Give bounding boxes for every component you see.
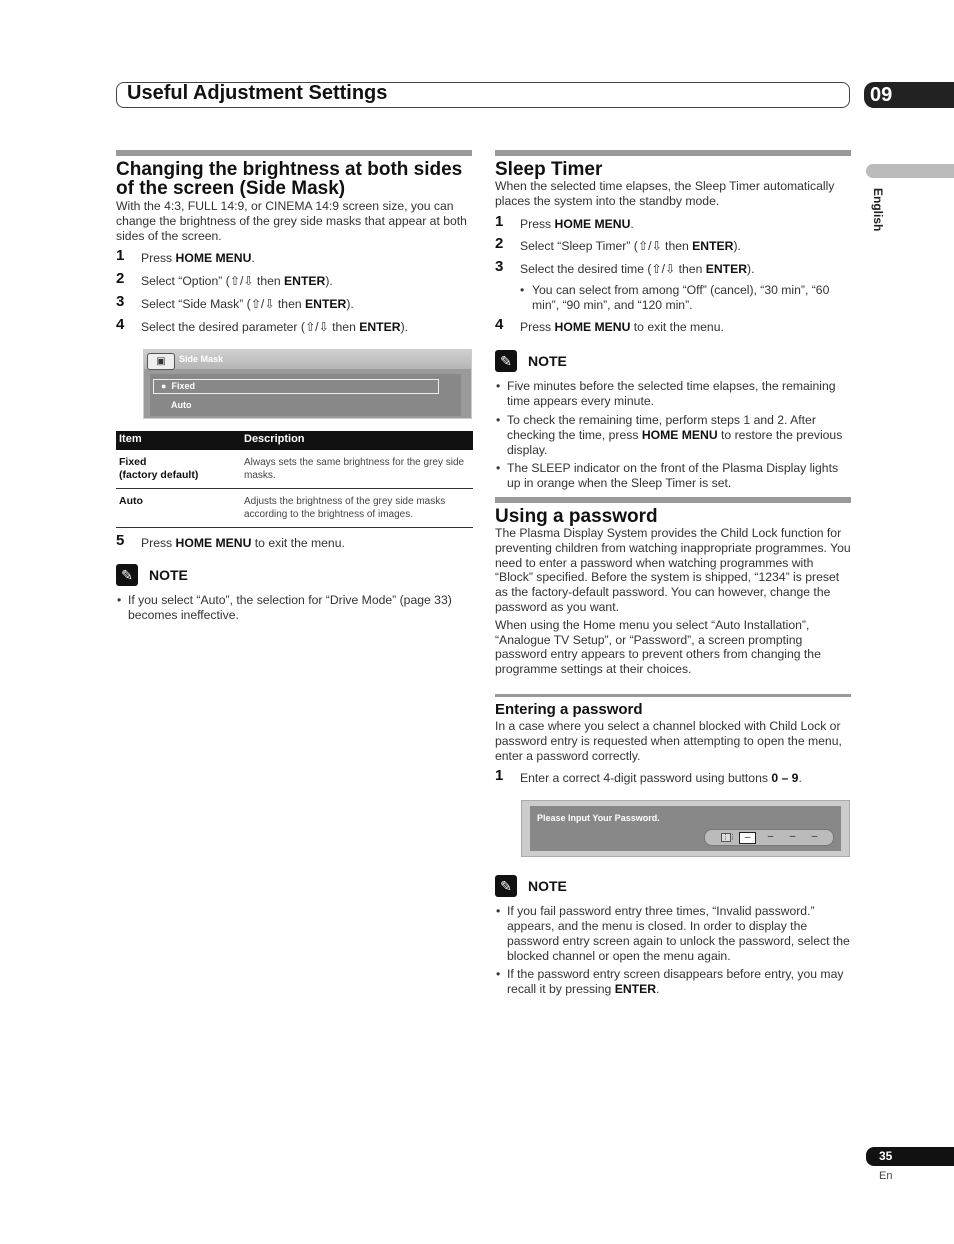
language-label: English (871, 188, 885, 232)
password-input[interactable] (704, 829, 834, 846)
side-mask-intro: With the 4:3, FULL 14:9, or CINEMA 14:9 screen size, you can change the brightness of the grey side masks that appear at both sides of the screen. (116, 199, 467, 243)
password-heading: Using a password (495, 505, 658, 527)
keypad-icon: ⋮⋮ (722, 834, 736, 842)
password-intro: The Plasma Display System provides the Child Lock function for preventing children from watching inappropriate programmes. You need to enter a password when watching programmes with “Block” specified. Before the system is shipped, “1234” is preset as the factory-default password. You can however, change the password as you want. (495, 525, 851, 614)
note-item: • To check the remaining time, perform steps 1 and 2. After checking the time, press HOME MENU to restore the previous display. (495, 413, 851, 457)
menu-camera-icon: ▣ (147, 353, 175, 370)
entering-password-heading: Entering a password (495, 700, 643, 718)
sleep-timer-intro: When the selected time elapses, the Sleep Timer automatically places the system into the standby mode. (495, 179, 835, 208)
section-bar (116, 150, 472, 156)
table-header-description: Description (241, 431, 473, 450)
password-screen (521, 800, 850, 857)
subsection-bar (495, 694, 851, 697)
digit-slot-1[interactable]: – (739, 832, 756, 844)
arrow-up-down-icon: ⇧/⇩ (304, 319, 329, 334)
sleep-step-1: 1 Press HOME MENU. (495, 212, 634, 231)
password-step-1: 1 Enter a correct 4-digit password using buttons 0 – 9. (495, 767, 802, 786)
note-pencil-icon: ✎ (495, 350, 517, 372)
arrow-up-down-icon: ⇧/⇩ (651, 262, 676, 277)
left-column (116, 150, 472, 627)
note-header: ✎ NOTE (495, 875, 851, 897)
table-row: Fixed (factory default) Always sets the same brightness for the grey side masks. (116, 450, 473, 489)
digit-slot-4[interactable]: – (811, 831, 818, 843)
step-3: 3 Select “Side Mask” (⇧/⇩ then ENTER). (116, 292, 354, 311)
note-pencil-icon: ✎ (495, 875, 517, 897)
sleep-step-2: 2 Select “Sleep Timer” (⇧/⇩ then ENTER). (495, 235, 741, 254)
note-item: • If you fail password entry three times, “Invalid password.” appears, and the menu is closed. In order to display the password entry screen again to unlock the password, select the blocked channel or open the menu again. (495, 904, 851, 963)
password-note-list (495, 904, 851, 997)
step-4: 4 Select the desired parameter (⇧/⇩ then ENTER). (116, 315, 409, 334)
side-mask-table (116, 431, 473, 528)
note-item: • If you select “Auto”, the selection for “Drive Mode” (page 33) becomes ineffective. (116, 593, 472, 623)
note-item: • If the password entry screen disappears before entry, you may recall it by pressing ENTER. (495, 967, 851, 997)
step-5: 5 Press HOME MENU to exit the menu. (116, 531, 345, 550)
note-item: • Five minutes before the selected time elapses, the remaining time appears every minute. (495, 379, 851, 409)
step-1: 1 Press HOME MENU. (116, 247, 255, 266)
note-item: • The SLEEP indicator on the front of the Plasma Display lights up in orange when the Sleep Timer is set. (495, 461, 851, 491)
arrow-up-down-icon: ⇧/⇩ (637, 239, 662, 254)
page-language: En (879, 1170, 893, 1182)
page-title: Useful Adjustment Settings (127, 82, 388, 104)
sleep-step-3-detail: • You can select from among “Off” (cancel), “30 min”, “60 min”, “90 min”, and “120 min”. (495, 283, 851, 313)
language-tab (866, 164, 954, 178)
step-2: 2 Select “Option” (⇧/⇩ then ENTER). (116, 270, 333, 289)
password-prompt: Please Input Your Password. (537, 813, 660, 824)
screen-title: Side Mask (179, 353, 224, 364)
chapter-number: 09 (864, 82, 954, 108)
selected-dot-icon: ● (161, 380, 167, 391)
digit-slot-3[interactable]: – (789, 831, 796, 843)
side-mask-screen (143, 349, 472, 419)
section-bar (495, 150, 851, 156)
side-mask-heading: Changing the brightness at both sides of the screen (Side Mask) (116, 159, 463, 199)
page-number: 35 (866, 1147, 954, 1166)
table-header-item: Item (116, 431, 241, 450)
note-header: ✎ NOTE (116, 564, 472, 586)
arrow-up-down-icon: ⇧/⇩ (229, 274, 254, 289)
arrow-up-down-icon: ⇧/⇩ (250, 296, 275, 311)
right-column (495, 150, 851, 1001)
option-auto[interactable]: Auto (171, 399, 192, 410)
sleep-note-list (495, 379, 851, 491)
sleep-timer-heading: Sleep Timer (495, 159, 603, 180)
table-row: Auto Adjusts the brightness of the grey side masks according to the brightness of images. (116, 488, 473, 527)
sleep-step-4: 4 Press HOME MENU to exit the menu. (495, 315, 724, 334)
password-intro-2: When using the Home menu you select “Auto Installation”, “Analogue TV Setup”, or “Password”, a screen prompting password entry appears to prevent others from changing the programme settings at their choices. (495, 617, 821, 677)
entering-password-intro: In a case where you select a channel blocked with Child Lock or password entry is requested when attempting to open the menu, enter a password correctly. (495, 718, 842, 763)
sleep-step-3: 3 Select the desired time (⇧/⇩ then ENTER). (495, 258, 755, 277)
note-list (116, 593, 472, 623)
note-pencil-icon: ✎ (116, 564, 138, 586)
option-fixed[interactable]: ● Fixed (153, 379, 439, 394)
digit-slot-2[interactable]: – (767, 831, 774, 843)
note-header: ✎ NOTE (495, 350, 851, 372)
section-bar (495, 497, 851, 503)
